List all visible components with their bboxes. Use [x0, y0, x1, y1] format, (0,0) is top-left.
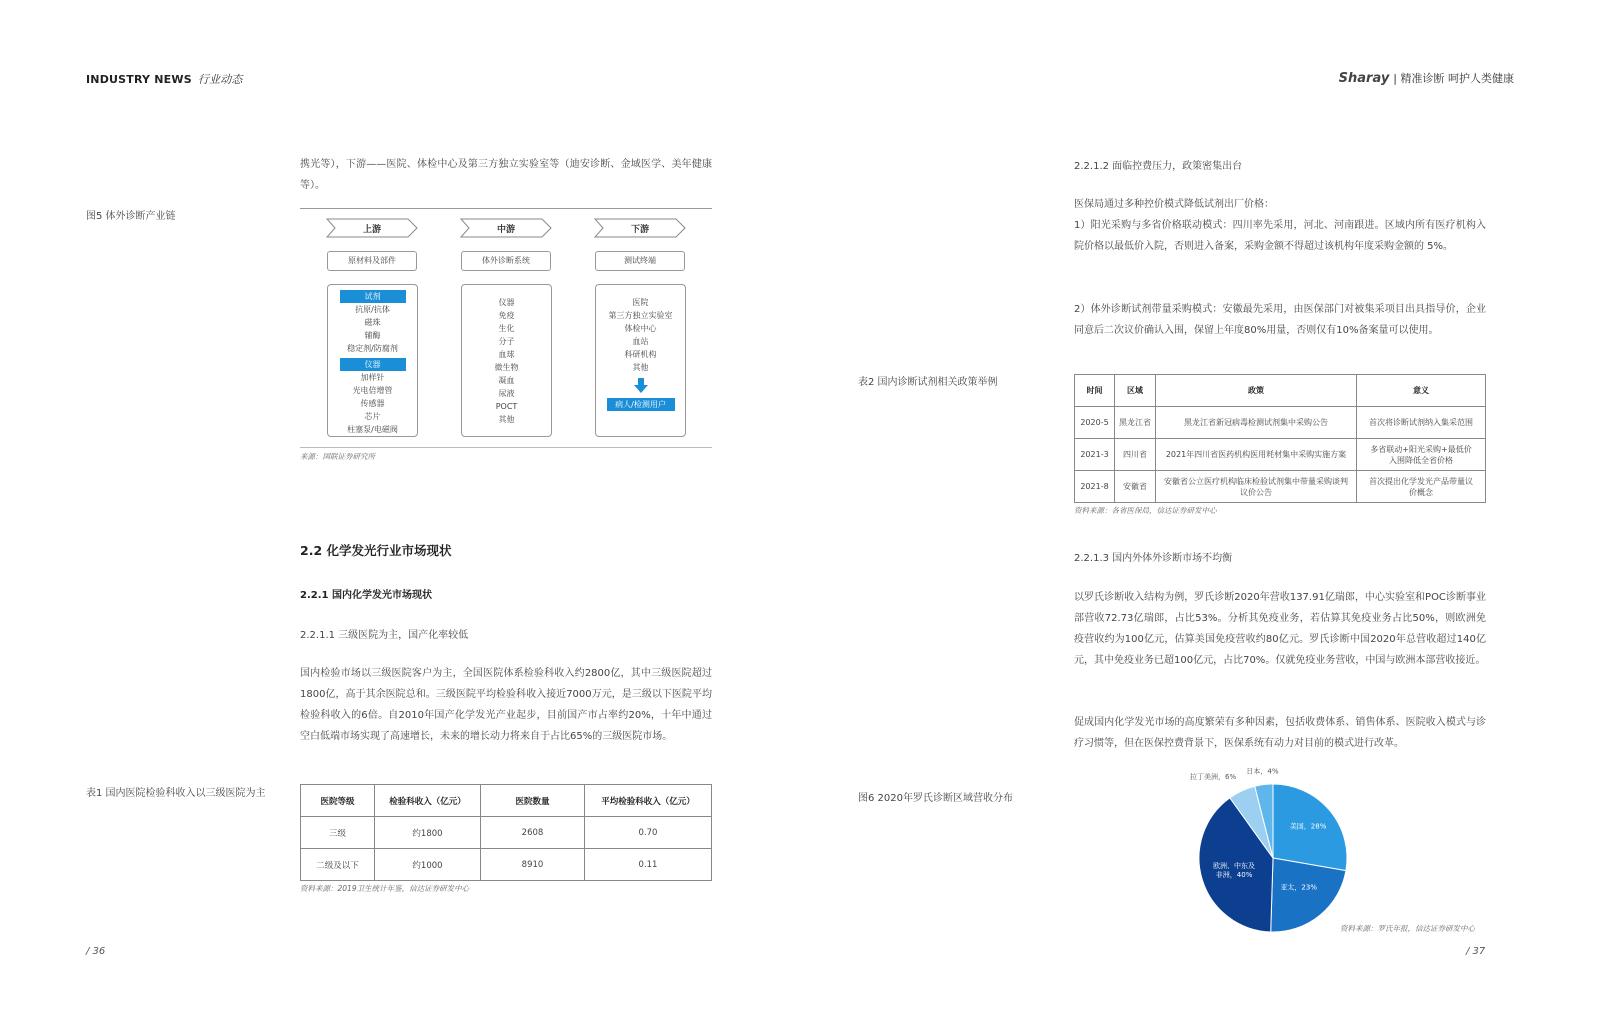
section-title-2-2: 2.2 化学发光行业市场现状	[300, 543, 452, 558]
header-left-cn: 行业动态	[197, 73, 243, 86]
downstream-column	[595, 284, 686, 437]
table-cell: 黑龙江省新冠病毒检测试剂集中采购公告	[1156, 407, 1357, 439]
tag-instrument: 仪器	[340, 358, 406, 371]
table-row	[301, 817, 712, 849]
header-slogan: | 精准诊断 呵护人类健康	[1393, 72, 1514, 85]
table-cell: 0.11	[585, 849, 712, 881]
table-row	[1075, 439, 1486, 471]
subsub-title-2-2-1-1: 2.2.1.1 三级医院为主，国产化率较低	[300, 630, 469, 641]
table-row	[1075, 471, 1486, 503]
upstream-item: 光电倍增管	[352, 386, 393, 395]
brand-logo: Sharay	[1338, 71, 1390, 86]
midstream-item: 尿液	[498, 389, 515, 398]
table-cell: 四川省	[1115, 439, 1156, 471]
table2	[1074, 374, 1486, 503]
table-header-row	[1075, 375, 1486, 407]
stage-sub-upstream: 原材料及部件	[327, 251, 417, 271]
section-title-2-2-1-3: 2.2.1.3 国内外体外诊断市场不均衡	[1074, 553, 1233, 564]
arrow-down-icon	[634, 378, 648, 394]
header-left	[86, 71, 243, 87]
policy-para-2: 2）体外诊断试剂带量采购模式：安徽最先采用，由医保部门对被集采项目出具指导价，企业同意后二次议价确认入围，保留上年度80%用量，否则仅有10%备案量可以使用。	[1074, 304, 1486, 336]
midstream-column	[461, 284, 552, 437]
pie-label: 日本，4%	[1246, 767, 1279, 776]
table-cell: 约1000	[375, 849, 481, 881]
table-header-row	[301, 785, 712, 817]
table1-caption: 表1 国内医院检验科收入以三级医院为主	[86, 788, 266, 799]
table-header-cell: 时间	[1075, 375, 1115, 407]
table-cell: 2021-3	[1075, 439, 1115, 471]
downstream-item: 血站	[632, 337, 649, 346]
table-cell: 2021年四川省医药机构医用耗材集中采购实施方案	[1156, 439, 1357, 471]
header-left-en: INDUSTRY NEWS	[86, 73, 192, 86]
upstream-item: 芯片	[364, 412, 381, 421]
tag-patient-user: 病人/检测用户	[607, 398, 675, 411]
downstream-item: 其他	[632, 363, 649, 372]
midstream-item: 仪器	[498, 298, 515, 307]
stage-sub-downstream: 测试终端	[595, 251, 685, 271]
policy-para-1: 1）阳光采购与多省价格联动模式：四川率先采用，河北、河南跟进。区域内所有医疗机构入院价格以最低价入院，否则进入备案，采购金额不得超过该机构年度采购金额的 5%。	[1074, 220, 1486, 252]
table-cell: 2021-8	[1075, 471, 1115, 503]
table-cell: 8910	[481, 849, 585, 881]
header-right	[1339, 70, 1514, 86]
table-header-cell: 意义	[1357, 375, 1486, 407]
figure5-caption: 图5 体外诊断产业链	[86, 211, 176, 222]
midstream-item: 其他	[498, 415, 515, 424]
table-cell: 三级	[301, 817, 375, 849]
table-cell: 约1800	[375, 817, 481, 849]
figure5-source: 来源：国联证券研究所	[300, 452, 375, 461]
page-number-right: / 37	[1466, 946, 1486, 957]
upstream-item: 稳定剂/防腐剂	[347, 344, 398, 353]
stage-title-downstream: 下游	[630, 225, 649, 235]
midstream-item: 微生物	[494, 363, 519, 372]
pie-label: 美国，28%	[1289, 822, 1327, 831]
table-cell: 2020-5	[1075, 407, 1115, 439]
upstream-item: 辅酶	[364, 331, 381, 340]
table-header-cell: 区域	[1115, 375, 1156, 407]
table-row	[301, 849, 712, 881]
table-cell: 多省联动+阳光采购+最低价入围降低全省价格	[1357, 439, 1486, 471]
downstream-item: 体检中心	[624, 324, 657, 333]
table-header-cell: 检验科收入（亿元）	[375, 785, 481, 817]
stage-title-midstream: 中游	[496, 225, 515, 235]
table-cell: 黑龙江省	[1115, 407, 1156, 439]
figure6-caption: 图6 2020年罗氏诊断区域营收分布	[858, 793, 1013, 804]
subsection-title-2-2-1: 2.2.1 国内化学发光市场现状	[300, 590, 432, 601]
table-cell: 2608	[481, 817, 585, 849]
midstream-item: POCT	[495, 402, 518, 411]
midstream-item: 分子	[498, 337, 515, 346]
upstream-item: 抗原/抗体	[355, 305, 390, 314]
table2-source: 资料来源：各省医保局，信达证券研发中心	[1074, 506, 1217, 515]
stage-title-upstream: 上游	[362, 225, 381, 235]
figure-top-rule	[300, 208, 712, 209]
page-number-left: / 36	[86, 946, 106, 957]
table-cell: 首次提出化学发光产品带量议价概念	[1357, 471, 1486, 503]
midstream-item: 血球	[498, 350, 515, 359]
upstream-item: 加样针	[360, 373, 385, 382]
pie-label: 欧洲、中东及非洲，40%	[1213, 861, 1256, 879]
table-cell: 0.70	[585, 817, 712, 849]
midstream-item: 凝血	[498, 376, 515, 385]
table-header-cell: 医院数量	[481, 785, 585, 817]
table1-source: 资料来源：2019卫生统计年鉴，信达证券研发中心	[300, 884, 470, 893]
policy-intro: 医保局通过多种控价模式降低试剂出厂价格：	[1074, 199, 1274, 210]
table-header-cell: 政策	[1156, 375, 1357, 407]
revenue-pie-chart	[1170, 762, 1410, 937]
upstream-item: 磁珠	[364, 318, 381, 327]
stage-sub-midstream: 体外诊断系统	[461, 251, 551, 271]
table-header-cell: 医院等级	[301, 785, 375, 817]
intro-text: 携光等），下游——医院、体检中心及第三方独立实验室等（迪安诊断、金域医学、美年健康等）。	[300, 159, 712, 191]
industry-chain-diagram	[300, 210, 712, 448]
table-cell: 首次将诊断试剂纳入集采范围	[1357, 407, 1486, 439]
upstream-column	[327, 284, 418, 437]
market-paragraph: 国内检验市场以三级医院客户为主，全国医院体系检验科收入约2800亿，其中三级医院超过1800亿，高于其余医院总和。三级医院平均检验科收入接近7000万元，是三级以下医院平均检验科收入的6倍。自2010年国产化学发光产业起步，目前国产市占率约20%，十年中通过空白低端市场实现了高速增长，未来的增长动力将来自于占比65%的三级医院市场。	[300, 668, 712, 742]
reform-paragraph: 促成国内化学发光市场的高度繁荣有多种因素，包括收费体系、销售体系、医院收入模式与诊疗习惯等，但在医保控费背景下，医保系统有动力对目前的模式进行改革。	[1074, 717, 1486, 749]
figure-bottom-rule	[300, 447, 712, 448]
upstream-item: 柱塞泵/电磁阀	[347, 425, 398, 434]
table-cell: 安徽省公立医疗机构临床检验试剂集中带量采购谈判议价公告	[1156, 471, 1357, 503]
table-cell: 安徽省	[1115, 471, 1156, 503]
pie-slice	[1271, 858, 1346, 932]
upstream-item: 传感器	[360, 399, 385, 408]
table1	[300, 784, 712, 881]
table2-caption: 表2 国内诊断试剂相关政策举例	[858, 377, 998, 388]
downstream-item: 医院	[632, 298, 649, 307]
figure6-source: 资料来源：罗氏年报，信达证券研发中心	[1340, 924, 1475, 933]
table-row	[1075, 407, 1486, 439]
midstream-item: 免疫	[498, 311, 515, 320]
pie-label: 拉丁美洲，6%	[1190, 772, 1237, 781]
tag-reagent: 试剂	[340, 290, 406, 303]
table-cell: 二级及以下	[301, 849, 375, 881]
pie-label: 亚太，23%	[1280, 883, 1318, 892]
downstream-item: 第三方独立实验室	[608, 311, 673, 320]
table-header-cell: 平均检验科收入（亿元）	[585, 785, 712, 817]
section-title-2-2-1-2: 2.2.1.2 面临控费压力，政策密集出台	[1074, 161, 1243, 172]
downstream-item: 科研机构	[624, 350, 657, 359]
roche-paragraph: 以罗氏诊断收入结构为例，罗氏诊断2020年营收137.91亿瑞郎，中心实验室和POC诊断事业部营收72.73亿瑞郎，占比53%。分析其免疫业务，若估算其免疫业务占比50%，则欧洲免疫营收约为100亿元，估算美国免疫营收约80亿元。罗氏诊断中国2020年总营收超过140亿元，其中免疫业务已超100亿元，占比70%。仅就免疫业务营收，中国与欧洲本部营收接近。	[1074, 592, 1486, 666]
midstream-item: 生化	[498, 324, 515, 333]
